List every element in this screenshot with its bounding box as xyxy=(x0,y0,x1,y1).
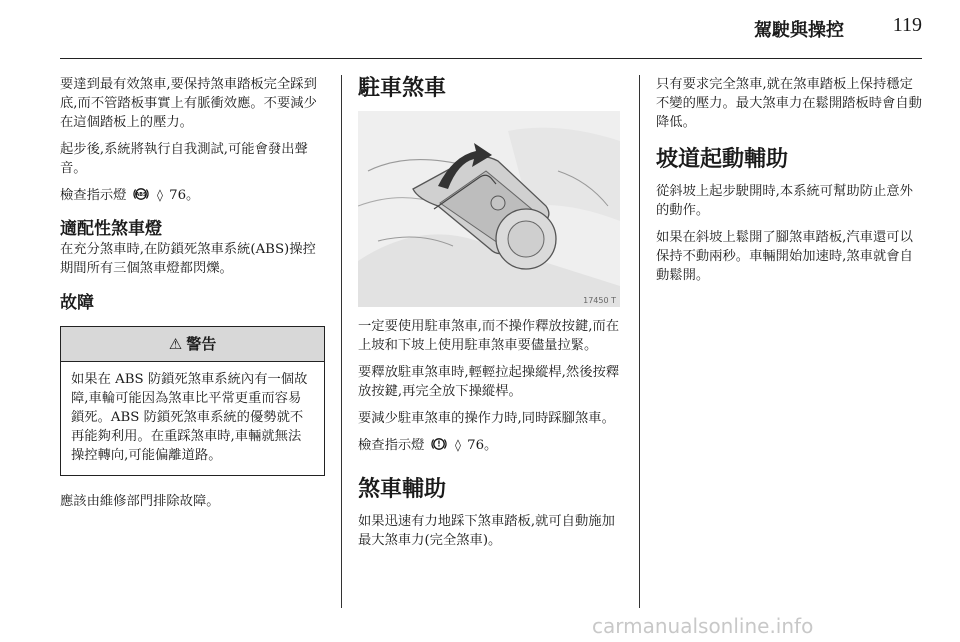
indicator-reference xyxy=(358,436,620,458)
indicator-reference-text: 檢查指示燈 xyxy=(60,188,127,203)
paragraph: 應該由維修部門排除故障。 xyxy=(60,494,220,509)
indicator-reference-text: 檢查指示燈 xyxy=(358,438,425,453)
parking-brake-illustration xyxy=(358,111,620,307)
parking-brake-indicator-icon xyxy=(431,436,447,458)
figure-code: 17450 T xyxy=(583,296,616,305)
paragraph: 一定要使用駐車煞車,而不操作釋放按鍵,而在上坡和下坡上使用駐車煞車要儘量拉緊。 xyxy=(358,319,620,353)
paragraph: 起步後,系統將執行自我測試,可能會發出聲音。 xyxy=(60,142,308,176)
paragraph: 如果迅速有力地踩下煞車踏板,就可自動施加最大煞車力(完全煞車)。 xyxy=(358,514,615,548)
section-heading: 坡道起動輔助 xyxy=(656,147,789,172)
indicator-reference xyxy=(60,186,325,208)
page-title: 駕駛與操控 xyxy=(754,20,844,41)
abs-indicator-icon xyxy=(133,186,149,208)
watermark: carmanualsonline.info xyxy=(592,614,814,638)
column-1 xyxy=(60,75,325,519)
paragraph: 要減少駐車煞車的操作力時,同時踩腳煞車。 xyxy=(358,411,615,426)
section-heading: 駐車煞車 xyxy=(358,76,447,101)
warning-triangle-icon: ⚠ xyxy=(168,335,183,353)
svg-text:ABS: ABS xyxy=(135,193,147,198)
page-header xyxy=(60,0,922,58)
column-divider xyxy=(639,75,640,608)
svg-text:!: ! xyxy=(437,439,441,449)
section-heading: 煞車輔助 xyxy=(358,477,447,502)
paragraph: 要達到最有效煞車,要保持煞車踏板完全踩到底,而不管踏板事實上有脈衝效應。不要減少在這個踏板上的壓力。 xyxy=(60,77,317,130)
paragraph: 要釋放駐車煞車時,輕輕拉起操縱桿,然後按釋放按鍵,再完全放下操縱桿。 xyxy=(358,365,620,399)
section-heading: 適配性煞車燈 xyxy=(60,219,162,239)
page-reference[interactable]: 76。 xyxy=(169,188,200,203)
warning-title: 警告 xyxy=(186,335,217,353)
paragraph: 在充分煞車時,在防鎖死煞車系統(ABS)操控期間所有三個煞車燈都閃爍。 xyxy=(60,242,316,276)
warning-box xyxy=(60,326,325,476)
paragraph: 從斜坡上起步駛開時,本系統可幫助防止意外的動作。 xyxy=(656,184,913,218)
section-heading: 故障 xyxy=(60,293,94,313)
paragraph: 只有要求完全煞車,就在煞車踏板上保持穩定不變的壓力。最大煞車力在鬆開踏板時會自動降低。 xyxy=(656,77,922,130)
column-divider xyxy=(341,75,342,608)
warning-body: 如果在 ABS 防鎖死煞車系統內有一個故障,車輪可能因為煞車比平常更重而容易鎖死。ABS 防鎖死煞車系統的優勢就不再能夠利用。在重踩煞車時,車輛就無法操控轉向,可能偏離道路。 xyxy=(71,372,308,463)
page-reference-arrow-icon: ◊ xyxy=(454,438,461,452)
paragraph: 如果在斜坡上鬆開了腳煞車踏板,汽車還可以保持不動兩秒。車輛開始加速時,煞車就會自動鬆開。 xyxy=(656,230,913,283)
header-divider xyxy=(60,58,922,59)
page-reference-arrow-icon: ◊ xyxy=(156,188,163,202)
column-3 xyxy=(656,75,922,293)
page-reference[interactable]: 76。 xyxy=(467,438,498,453)
warning-header xyxy=(61,327,324,362)
column-2 xyxy=(358,75,620,558)
page-number: 119 xyxy=(892,14,922,36)
